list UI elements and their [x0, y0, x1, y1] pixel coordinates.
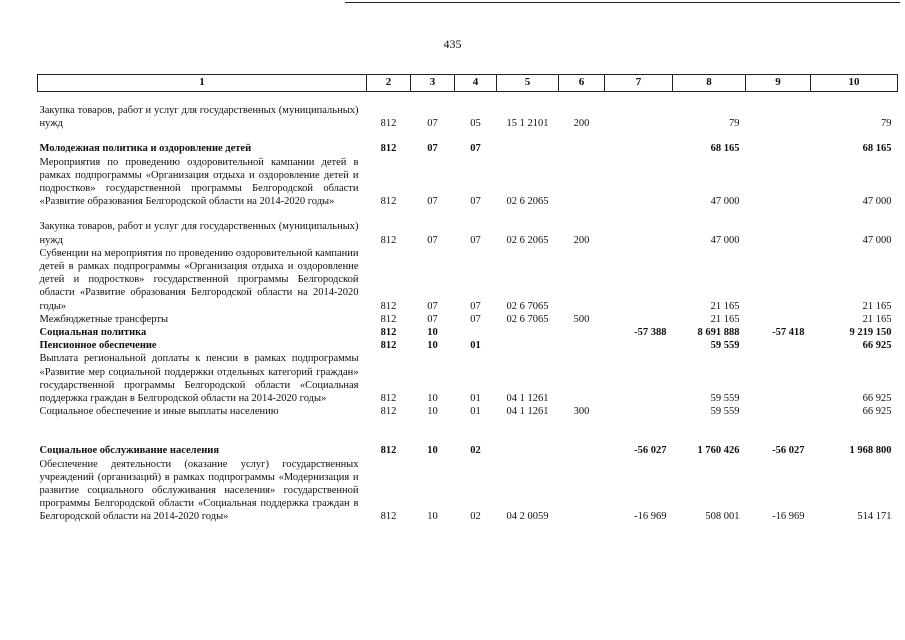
cell-ministry: 812	[380, 143, 397, 155]
row-description: Закупка товаров, работ и услуг для государственных (муниципальных) нужд	[39, 105, 359, 130]
cell-subsection: 02	[470, 445, 481, 457]
column-header: 9	[746, 75, 811, 92]
cell-section: 10	[427, 406, 438, 418]
cell-col8: 21 165	[710, 300, 740, 312]
cell-col8: 47 000	[710, 196, 740, 208]
cell-expense-type	[559, 326, 605, 339]
cell-col7	[605, 405, 673, 418]
budget-table-container	[37, 74, 897, 524]
table-row	[38, 104, 898, 130]
cell-col8: 21 165	[710, 313, 740, 325]
cell-ministry: 812	[380, 313, 397, 325]
table-row	[38, 405, 898, 418]
cell-expense-type	[559, 458, 605, 524]
cell-section: 07	[427, 196, 438, 208]
table-row	[38, 142, 898, 155]
cell-col9	[746, 352, 811, 405]
table-row	[38, 247, 898, 313]
cell-target-item: 15 1 2101	[506, 118, 549, 130]
top-rule	[345, 2, 900, 3]
cell-section: 10	[427, 393, 438, 405]
cell-col7	[605, 352, 673, 405]
cell-col8: 8 691 888	[697, 327, 740, 339]
cell-col10: 66 925	[862, 406, 892, 418]
cell-target-item: 04 2 0059	[506, 511, 549, 523]
cell-expense-type: 300	[573, 406, 590, 418]
cell-col9	[746, 247, 811, 313]
table-row	[38, 156, 898, 209]
cell-col10: 47 000	[862, 234, 892, 246]
cell-ministry: 812	[380, 300, 397, 312]
cell-target-item: 02 6 2065	[506, 234, 549, 246]
cell-col7	[605, 142, 673, 155]
cell-ministry: 812	[380, 406, 397, 418]
cell-ministry: 812	[380, 118, 397, 130]
cell-section: 07	[427, 300, 438, 312]
cell-col7: -57 388	[634, 327, 667, 339]
cell-ministry: 812	[380, 234, 397, 246]
cell-section: 10	[427, 511, 438, 523]
table-row	[38, 339, 898, 352]
cell-target-item: 04 1 1261	[506, 406, 549, 418]
cell-col7	[605, 313, 673, 326]
cell-section: 07	[427, 313, 438, 325]
column-header: 5	[497, 75, 559, 92]
cell-col7: -16 969	[634, 511, 667, 523]
cell-expense-type	[559, 339, 605, 352]
cell-ministry: 812	[380, 340, 397, 352]
cell-target-item	[497, 444, 559, 457]
cell-col9	[746, 220, 811, 246]
cell-subsection: 07	[470, 196, 481, 208]
cell-expense-type: 200	[573, 118, 590, 130]
cell-col7	[605, 247, 673, 313]
cell-col10: 79	[881, 118, 892, 130]
cell-expense-type	[559, 156, 605, 209]
cell-target-item	[497, 142, 559, 155]
cell-subsection: 01	[470, 393, 481, 405]
cell-subsection: 07	[470, 234, 481, 246]
cell-target-item: 02 6 7065	[506, 313, 549, 325]
cell-col8: 59 559	[710, 393, 740, 405]
cell-section: 10	[427, 340, 438, 352]
cell-col9: -16 969	[772, 511, 805, 523]
page-number: 435	[443, 37, 462, 51]
column-header: 7	[605, 75, 673, 92]
table-row	[38, 313, 898, 326]
table-row	[38, 220, 898, 246]
cell-subsection: 01	[470, 406, 481, 418]
cell-col9	[746, 313, 811, 326]
row-description: Субвенции на мероприятия по проведению оздоровительной кампании детей в рамках подпрограммы «Организация отдыха и оздоровление детей и подростков» государственной программы Белгородской области «Развитие образования Белгородской области на 2014-2020 годы»	[39, 247, 359, 312]
cell-col8: 508 001	[705, 511, 740, 523]
row-description: Выплата региональной доплаты к пенсии в рамках подпрограммы «Развитие мер социальной поддержки отдельных категорий граждан» государственной программы Белгородской области «Социальная поддержка граждан в Белгородской области на 2014-2020 годы»	[39, 353, 359, 405]
cell-target-item	[497, 339, 559, 352]
row-description: Молодежная политика и оздоровление детей	[39, 143, 252, 155]
cell-subsection: 07	[470, 143, 481, 155]
column-header: 2	[367, 75, 411, 92]
cell-col7	[605, 104, 673, 130]
cell-subsection: 07	[470, 313, 481, 325]
cell-col9	[746, 339, 811, 352]
cell-target-item	[497, 326, 559, 339]
cell-target-item: 02 6 2065	[506, 196, 549, 208]
column-header: 6	[559, 75, 605, 92]
cell-col10: 514 171	[857, 511, 892, 523]
cell-expense-type	[559, 247, 605, 313]
cell-ministry: 812	[380, 445, 397, 457]
row-description: Обеспечение деятельности (оказание услуг) государственных учреждений (организаций) в рамках подпрограммы «Модернизация и развитие социального обслуживания населения» государственной программы Белгородской области «Социальная поддержка граждан в Белгородской области на 2014-2020 годы»	[39, 458, 359, 523]
table-header	[38, 75, 898, 92]
cell-col8: 59 559	[710, 340, 740, 352]
cell-col10: 66 925	[862, 393, 892, 405]
cell-expense-type	[559, 142, 605, 155]
cell-col10: 66 925	[862, 340, 892, 352]
cell-subsection: 02	[470, 511, 481, 523]
cell-col9: -56 027	[772, 445, 805, 457]
column-header: 10	[811, 75, 898, 92]
cell-col7	[605, 220, 673, 246]
cell-subsection	[455, 326, 497, 339]
cell-subsection: 07	[470, 300, 481, 312]
cell-section: 07	[427, 118, 438, 130]
cell-col7	[605, 156, 673, 209]
cell-section: 10	[427, 445, 438, 457]
row-description: Социальная политика	[39, 327, 147, 339]
cell-col10: 47 000	[862, 196, 892, 208]
table-row	[38, 326, 898, 339]
table-row	[38, 458, 898, 524]
cell-expense-type: 500	[573, 313, 590, 325]
column-header: 1	[38, 75, 367, 92]
cell-col10: 21 165	[862, 300, 892, 312]
cell-expense-type	[559, 444, 605, 457]
cell-ministry: 812	[380, 511, 397, 523]
cell-col8: 79	[729, 118, 740, 130]
cell-expense-type: 200	[573, 234, 590, 246]
cell-section: 10	[427, 327, 438, 339]
cell-section: 07	[427, 143, 438, 155]
cell-expense-type	[559, 352, 605, 405]
row-description: Социальное обеспечение и иные выплаты населению	[39, 406, 279, 418]
cell-col10: 68 165	[862, 143, 892, 155]
cell-col8: 59 559	[710, 406, 740, 418]
cell-col7: -56 027	[634, 445, 667, 457]
cell-col9	[746, 142, 811, 155]
cell-col9	[746, 156, 811, 209]
row-description: Пенсионное обеспечение	[39, 340, 157, 352]
cell-col7	[605, 339, 673, 352]
budget-table	[37, 74, 898, 524]
cell-col10: 9 219 150	[849, 327, 892, 339]
row-description: Социальное обслуживание населения	[39, 445, 220, 457]
row-description: Мероприятия по проведению оздоровительной кампании детей в рамках подпрограммы «Организация отдыха и оздоровление детей и подростков» государственной программы Белгородской области «Развитие образования Белгородской области на 2014-2020 годы»	[39, 156, 359, 208]
cell-ministry: 812	[380, 196, 397, 208]
cell-ministry: 812	[380, 393, 397, 405]
cell-col10: 1 968 800	[849, 445, 892, 457]
cell-col8: 1 760 426	[697, 445, 740, 457]
column-header: 4	[455, 75, 497, 92]
table-row	[38, 444, 898, 457]
cell-subsection: 01	[470, 340, 481, 352]
row-description: Межбюджетные трансферты	[39, 313, 169, 325]
cell-section: 07	[427, 234, 438, 246]
column-header: 3	[411, 75, 455, 92]
cell-col8: 47 000	[710, 234, 740, 246]
cell-target-item: 04 1 1261	[506, 393, 549, 405]
cell-ministry: 812	[380, 327, 397, 339]
cell-col9	[746, 405, 811, 418]
column-header: 8	[673, 75, 746, 92]
cell-col9: -57 418	[772, 327, 805, 339]
table-row	[38, 352, 898, 405]
cell-col8: 68 165	[710, 143, 740, 155]
cell-col9	[746, 104, 811, 130]
cell-col10: 21 165	[862, 313, 892, 325]
row-description: Закупка товаров, работ и услуг для государственных (муниципальных) нужд	[39, 221, 359, 246]
cell-target-item: 02 6 7065	[506, 300, 549, 312]
cell-subsection: 05	[470, 118, 481, 130]
